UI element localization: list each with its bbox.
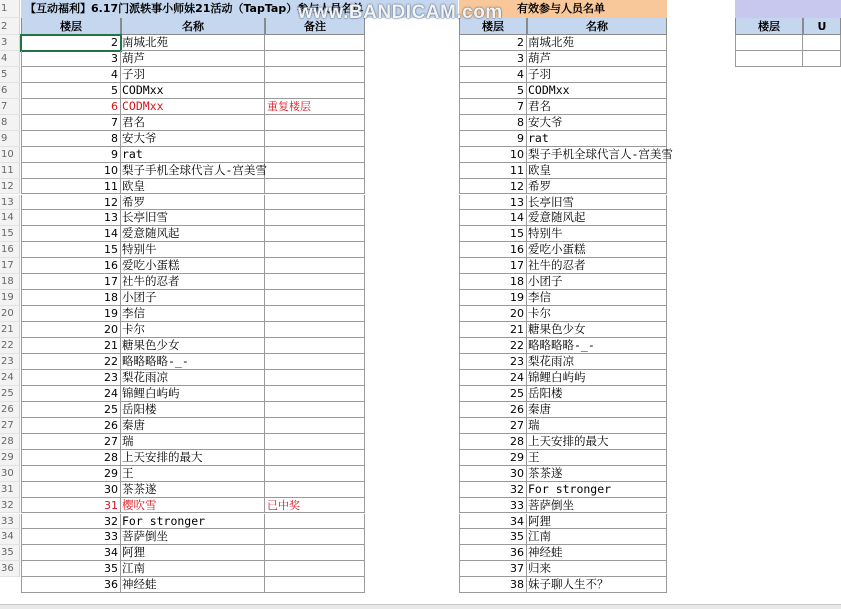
valid-floor-cell[interactable]: 21 <box>459 322 527 338</box>
name-cell[interactable]: 锦鲤白屿屿 <box>121 386 265 402</box>
valid-name-cell[interactable]: 爱吃小蛋糕 <box>527 242 667 258</box>
header-floor[interactable]: 楼层 <box>21 18 121 35</box>
row-header[interactable]: 14 <box>0 210 20 226</box>
note-cell[interactable] <box>265 290 365 306</box>
note-cell[interactable] <box>265 370 365 386</box>
row-header[interactable]: 2 <box>0 18 20 35</box>
note-cell[interactable] <box>265 51 365 67</box>
valid-name-cell[interactable]: 上天安排的最大 <box>527 434 667 450</box>
valid-floor-cell[interactable]: 33 <box>459 498 527 514</box>
name-cell[interactable]: 长亭旧雪 <box>121 210 265 226</box>
row-header[interactable]: 32 <box>0 498 20 514</box>
name-cell[interactable]: 岳阳楼 <box>121 402 265 418</box>
valid-floor-cell[interactable]: 22 <box>459 338 527 354</box>
note-cell[interactable] <box>265 147 365 163</box>
floor-cell[interactable]: 8 <box>21 131 121 147</box>
note-cell[interactable] <box>265 274 365 290</box>
valid-floor-cell[interactable]: 28 <box>459 434 527 450</box>
name-cell[interactable]: 王 <box>121 466 265 482</box>
header-name[interactable]: 名称 <box>121 18 265 35</box>
name-cell[interactable]: 秦唐 <box>121 418 265 434</box>
note-cell[interactable] <box>265 529 365 545</box>
note-cell[interactable] <box>265 322 365 338</box>
valid-name-cell[interactable]: 子羽 <box>527 67 667 83</box>
valid-floor-cell[interactable]: 17 <box>459 258 527 274</box>
note-cell[interactable] <box>265 466 365 482</box>
note-cell[interactable] <box>265 514 365 530</box>
valid-floor-cell[interactable]: 35 <box>459 529 527 545</box>
valid-name-cell[interactable]: 爱意随风起 <box>527 210 667 226</box>
note-cell[interactable] <box>265 354 365 370</box>
floor-cell[interactable]: 2 <box>21 35 121 51</box>
note-cell[interactable] <box>265 210 365 226</box>
extra-header-floor[interactable]: 楼层 <box>735 18 803 35</box>
row-header[interactable]: 26 <box>0 402 20 418</box>
valid-floor-cell[interactable]: 38 <box>459 577 527 593</box>
name-cell[interactable]: 梨花雨凉 <box>121 370 265 386</box>
floor-cell[interactable]: 13 <box>21 210 121 226</box>
valid-name-cell[interactable]: 神经蛙 <box>527 545 667 561</box>
name-cell[interactable]: 江南 <box>121 561 265 577</box>
valid-name-cell[interactable]: 江南 <box>527 529 667 545</box>
note-cell[interactable] <box>265 242 365 258</box>
name-cell[interactable]: 卡尔 <box>121 322 265 338</box>
name-cell[interactable]: 阿狸 <box>121 545 265 561</box>
horizontal-scrollbar[interactable] <box>0 604 841 609</box>
note-cell[interactable] <box>265 418 365 434</box>
note-cell[interactable] <box>265 338 365 354</box>
valid-floor-cell[interactable]: 32 <box>459 482 527 498</box>
name-cell[interactable]: 上天安排的最大 <box>121 450 265 466</box>
valid-name-cell[interactable]: 欧皇 <box>527 163 667 179</box>
note-cell[interactable] <box>265 258 365 274</box>
floor-cell[interactable]: 19 <box>21 306 121 322</box>
row-header[interactable]: 6 <box>0 83 20 99</box>
valid-floor-cell[interactable]: 19 <box>459 290 527 306</box>
valid-name-cell[interactable]: 社牛的忍者 <box>527 258 667 274</box>
valid-name-cell[interactable]: 妹子聊人生不？ <box>527 577 667 593</box>
name-cell[interactable]: For stronger <box>121 514 265 530</box>
row-header[interactable]: 35 <box>0 545 20 561</box>
floor-cell[interactable]: 25 <box>21 402 121 418</box>
row-header[interactable]: 25 <box>0 386 20 402</box>
note-cell[interactable] <box>265 450 365 466</box>
extra-cell[interactable] <box>735 35 803 51</box>
valid-name-cell[interactable]: rat <box>527 131 667 147</box>
name-cell[interactable]: 神经蛙 <box>121 577 265 593</box>
valid-floor-cell[interactable]: 23 <box>459 354 527 370</box>
floor-cell[interactable]: 30 <box>21 482 121 498</box>
valid-name-cell[interactable]: 小团子 <box>527 274 667 290</box>
floor-cell[interactable]: 32 <box>21 514 121 530</box>
row-header[interactable]: 5 <box>0 67 20 83</box>
valid-name-cell[interactable]: 锦鲤白屿屿 <box>527 370 667 386</box>
row-header[interactable]: 11 <box>0 163 20 179</box>
row-header[interactable]: 24 <box>0 370 20 386</box>
note-cell[interactable] <box>265 402 365 418</box>
name-cell[interactable]: 瑞 <box>121 434 265 450</box>
name-cell[interactable]: rat <box>121 147 265 163</box>
valid-floor-cell[interactable]: 24 <box>459 370 527 386</box>
valid-floor-cell[interactable]: 27 <box>459 418 527 434</box>
valid-name-cell[interactable]: 阿狸 <box>527 514 667 530</box>
floor-cell[interactable]: 23 <box>21 370 121 386</box>
name-cell[interactable]: 樱吹雪 <box>121 498 265 514</box>
bandicam-watermark: www.BANDICAM.com <box>298 2 503 23</box>
row-header[interactable]: 31 <box>0 482 20 498</box>
name-cell[interactable]: CODMxx <box>121 83 265 99</box>
row-header[interactable]: 36 <box>0 561 20 577</box>
floor-cell[interactable]: 26 <box>21 418 121 434</box>
valid-name-cell[interactable]: 长亭旧雪 <box>527 195 667 211</box>
valid-name-cell[interactable]: For stronger <box>527 482 667 498</box>
valid-name-cell[interactable]: 岳阳楼 <box>527 386 667 402</box>
floor-cell[interactable]: 22 <box>21 354 121 370</box>
row-header[interactable]: 1 <box>0 0 20 18</box>
valid-floor-cell[interactable]: 7 <box>459 99 527 115</box>
valid-name-cell[interactable]: 略略略略-_- <box>527 338 667 354</box>
name-cell[interactable]: 小团子 <box>121 290 265 306</box>
row-header[interactable]: 18 <box>0 274 20 290</box>
note-cell[interactable] <box>265 115 365 131</box>
note-cell[interactable] <box>265 482 365 498</box>
name-cell[interactable]: 爱吃小蛋糕 <box>121 258 265 274</box>
floor-cell[interactable]: 16 <box>21 258 121 274</box>
floor-cell[interactable]: 12 <box>21 195 121 211</box>
extra-cell[interactable] <box>803 51 841 67</box>
row-header[interactable]: 8 <box>0 115 20 131</box>
valid-floor-cell[interactable]: 37 <box>459 561 527 577</box>
valid-floor-cell[interactable]: 26 <box>459 402 527 418</box>
valid-floor-cell[interactable]: 9 <box>459 131 527 147</box>
floor-cell[interactable]: 21 <box>21 338 121 354</box>
note-cell[interactable] <box>265 434 365 450</box>
valid-name-cell[interactable]: 菩萨倒坐 <box>527 498 667 514</box>
floor-cell[interactable]: 7 <box>21 115 121 131</box>
note-cell[interactable] <box>265 577 365 593</box>
floor-cell[interactable]: 29 <box>21 466 121 482</box>
row-header[interactable]: 12 <box>0 179 20 195</box>
floor-cell[interactable]: 10 <box>21 163 121 179</box>
valid-header-floor[interactable]: 楼层 <box>459 18 527 35</box>
floor-cell[interactable]: 34 <box>21 545 121 561</box>
valid-name-cell[interactable]: 葫芦 <box>527 51 667 67</box>
floor-cell[interactable]: 31 <box>21 498 121 514</box>
row-header[interactable]: 29 <box>0 450 20 466</box>
name-cell[interactable]: 欧皇 <box>121 179 265 195</box>
valid-floor-cell[interactable]: 20 <box>459 306 527 322</box>
floor-cell[interactable]: 20 <box>21 322 121 338</box>
name-cell[interactable]: 希罗 <box>121 195 265 211</box>
extra-header-u[interactable]: U <box>803 18 841 35</box>
row-header[interactable]: 17 <box>0 258 20 274</box>
valid-floor-cell[interactable]: 29 <box>459 450 527 466</box>
floor-cell[interactable]: 3 <box>21 51 121 67</box>
note-cell[interactable] <box>265 83 365 99</box>
row-header[interactable]: 23 <box>0 354 20 370</box>
floor-cell[interactable]: 35 <box>21 561 121 577</box>
floor-cell[interactable]: 11 <box>21 179 121 195</box>
header-note[interactable]: 备注 <box>265 18 365 35</box>
row-header[interactable]: 20 <box>0 306 20 322</box>
row-header[interactable]: 9 <box>0 131 20 147</box>
floor-cell[interactable]: 14 <box>21 226 121 242</box>
floor-cell[interactable]: 17 <box>21 274 121 290</box>
note-cell[interactable] <box>265 67 365 83</box>
row-header[interactable]: 28 <box>0 434 20 450</box>
name-cell[interactable]: 糖果色少女 <box>121 338 265 354</box>
note-cell[interactable]: 重复楼层 <box>265 99 365 115</box>
sheet-title-right: 有效参与人员名单 <box>459 0 667 18</box>
valid-floor-cell[interactable]: 36 <box>459 545 527 561</box>
valid-name-cell[interactable]: 李信 <box>527 290 667 306</box>
note-cell[interactable] <box>265 561 365 577</box>
name-cell[interactable]: 子羽 <box>121 67 265 83</box>
valid-name-cell[interactable]: 梨子手机全球代言人-宫美雪 <box>528 146 673 161</box>
valid-floor-cell[interactable]: 5 <box>459 83 527 99</box>
note-cell[interactable] <box>265 306 365 322</box>
valid-name-cell[interactable]: 君名 <box>527 99 667 115</box>
note-cell[interactable] <box>265 179 365 195</box>
valid-floor-cell[interactable]: 4 <box>459 67 527 83</box>
name-cell[interactable]: 爱意随风起 <box>121 226 265 242</box>
floor-cell[interactable]: 5 <box>21 83 121 99</box>
extra-cell[interactable] <box>735 51 803 67</box>
floor-cell[interactable]: 9 <box>21 147 121 163</box>
note-cell[interactable] <box>265 386 365 402</box>
valid-name-cell[interactable]: 茶茶遂 <box>527 466 667 482</box>
floor-cell[interactable]: 27 <box>21 434 121 450</box>
valid-floor-cell[interactable]: 18 <box>459 274 527 290</box>
floor-cell[interactable]: 18 <box>21 290 121 306</box>
valid-floor-cell[interactable]: 14 <box>459 210 527 226</box>
note-cell[interactable]: 已中奖 <box>265 498 365 514</box>
row-header[interactable]: 7 <box>0 99 20 115</box>
row-header[interactable]: 30 <box>0 466 20 482</box>
valid-name-cell[interactable]: CODMxx <box>527 83 667 99</box>
row-header[interactable]: 3 <box>0 35 20 51</box>
valid-floor-cell[interactable]: 2 <box>459 35 527 51</box>
name-cell[interactable]: 梨子手机全球代言人-宫美雪 <box>122 162 267 177</box>
floor-cell[interactable]: 36 <box>21 577 121 593</box>
row-header[interactable]: 13 <box>0 195 20 211</box>
note-cell[interactable] <box>265 226 365 242</box>
valid-name-cell[interactable]: 梨花雨凉 <box>527 354 667 370</box>
floor-cell[interactable]: 15 <box>21 242 121 258</box>
name-cell[interactable]: 特别牛 <box>121 242 265 258</box>
name-cell[interactable]: 茶茶遂 <box>121 482 265 498</box>
row-header[interactable]: 15 <box>0 226 20 242</box>
valid-floor-cell[interactable]: 16 <box>459 242 527 258</box>
note-cell[interactable] <box>265 195 365 211</box>
row-header[interactable]: 22 <box>0 338 20 354</box>
name-cell[interactable]: 社牛的忍者 <box>121 274 265 290</box>
name-cell[interactable]: 菩萨倒坐 <box>121 529 265 545</box>
valid-name-cell[interactable]: 卡尔 <box>527 306 667 322</box>
floor-cell[interactable]: 24 <box>21 386 121 402</box>
valid-floor-cell[interactable]: 34 <box>459 514 527 530</box>
valid-name-cell[interactable]: 南城北苑 <box>527 35 667 51</box>
floor-cell[interactable]: 33 <box>21 529 121 545</box>
row-header[interactable]: 33 <box>0 514 20 530</box>
name-cell[interactable]: 南城北苑 <box>121 35 265 51</box>
name-cell[interactable]: 李信 <box>121 306 265 322</box>
extra-cell[interactable] <box>803 35 841 51</box>
valid-name-cell[interactable]: 安大爷 <box>527 115 667 131</box>
name-cell[interactable]: 葫芦 <box>121 51 265 67</box>
valid-floor-cell[interactable]: 3 <box>459 51 527 67</box>
row-header[interactable]: 27 <box>0 418 20 434</box>
name-cell[interactable]: 君名 <box>121 115 265 131</box>
valid-floor-cell[interactable]: 12 <box>459 179 527 195</box>
floor-cell[interactable]: 28 <box>21 450 121 466</box>
valid-floor-cell[interactable]: 25 <box>459 386 527 402</box>
valid-name-cell[interactable]: 糖果色少女 <box>527 322 667 338</box>
row-header[interactable]: 4 <box>0 51 20 67</box>
floor-cell[interactable]: 6 <box>21 99 121 115</box>
row-header[interactable]: 19 <box>0 290 20 306</box>
valid-floor-cell[interactable]: 30 <box>459 466 527 482</box>
valid-floor-cell[interactable]: 11 <box>459 163 527 179</box>
row-header[interactable]: 16 <box>0 242 20 258</box>
row-header[interactable]: 34 <box>0 529 20 545</box>
valid-floor-cell[interactable]: 8 <box>459 115 527 131</box>
sheet-title-left: 【互动福利】6.17门派轶事小师妹21活动（TapTap）参与人员名单 <box>21 0 458 18</box>
valid-name-cell[interactable]: 希罗 <box>527 179 667 195</box>
valid-name-cell[interactable]: 王 <box>527 450 667 466</box>
floor-cell[interactable]: 4 <box>21 67 121 83</box>
valid-name-cell[interactable]: 归来 <box>527 561 667 577</box>
name-cell[interactable]: 略略略略-_- <box>121 354 265 370</box>
valid-name-cell[interactable]: 特别牛 <box>527 226 667 242</box>
valid-name-cell[interactable]: 秦唐 <box>527 402 667 418</box>
note-cell[interactable] <box>265 131 365 147</box>
name-cell[interactable]: CODMxx <box>121 99 265 115</box>
title-band-extra <box>735 0 841 18</box>
valid-floor-cell[interactable]: 15 <box>459 226 527 242</box>
valid-name-cell[interactable]: 瑞 <box>527 418 667 434</box>
note-cell[interactable] <box>265 35 365 51</box>
valid-floor-cell[interactable]: 10 <box>459 147 527 163</box>
valid-header-name[interactable]: 名称 <box>527 18 667 35</box>
note-cell[interactable] <box>265 545 365 561</box>
row-header[interactable]: 10 <box>0 147 20 163</box>
row-header[interactable]: 21 <box>0 322 20 338</box>
name-cell[interactable]: 安大爷 <box>121 131 265 147</box>
valid-floor-cell[interactable]: 13 <box>459 195 527 211</box>
note-cell[interactable] <box>265 163 365 179</box>
